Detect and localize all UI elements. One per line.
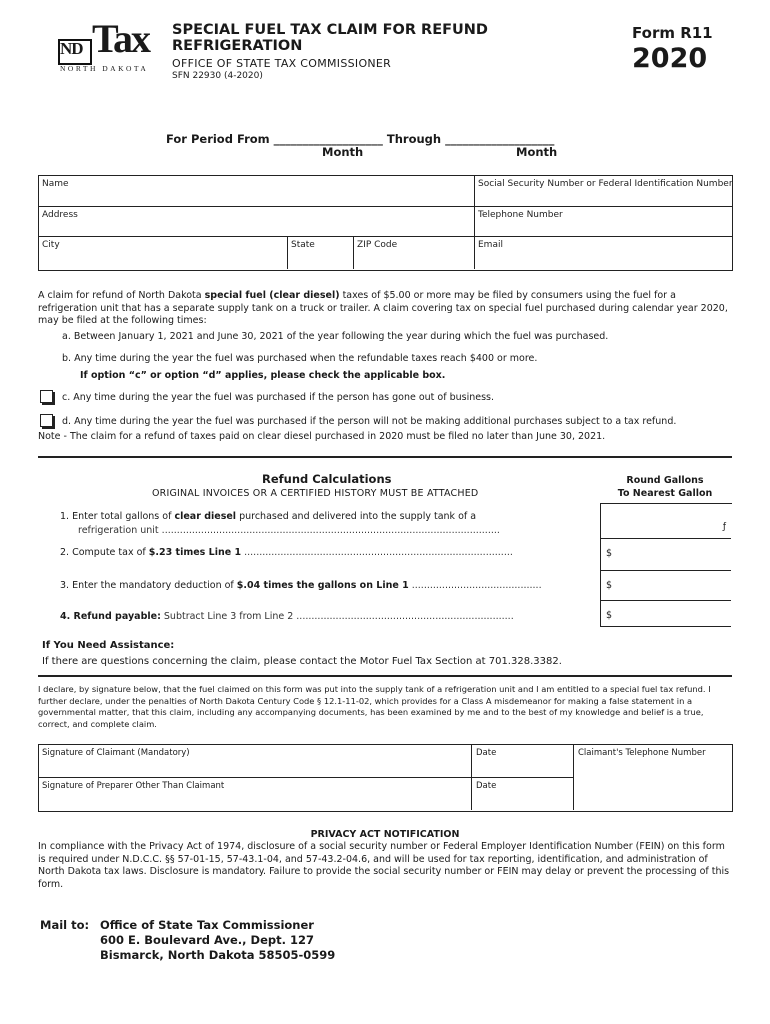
option-c: c. Any time during the year the fuel was purchased if the person has gone out of business. — [62, 392, 495, 403]
office-name: OFFICE OF STATE TAX COMMISSIONER — [172, 57, 392, 70]
refund-calculations-subtitle: ORIGINAL INVOICES OR A CERTIFIED HISTORY MUST BE ATTACHED — [152, 488, 479, 499]
telephone-field[interactable]: Telephone Number — [478, 210, 563, 220]
intro-paragraph — [38, 290, 728, 328]
line3-pre: 3. Enter the mandatory deduction of — [60, 580, 237, 591]
divider — [573, 744, 574, 810]
claimant-telephone-field[interactable]: Claimant's Telephone Number — [578, 748, 706, 758]
mail-to-label: Mail to: — [40, 918, 90, 932]
form-title-line1: SPECIAL FUEL TAX CLAIM FOR REFUND — [172, 22, 488, 38]
line3-bold: $.04 times the gallons on Line 1 — [236, 580, 409, 591]
state-field[interactable]: State — [291, 240, 315, 250]
mail-address — [100, 918, 335, 963]
claimant-signature-field[interactable]: Signature of Claimant (Mandatory) — [42, 748, 190, 758]
privacy-text: In compliance with the Privacy Act of 1974, disclosure of a social security number or Federal Employer Identification Number (FEIN) on this form is required under N.D.C.C. §§ 57-01-15, 57-43.1-04, and 57-43.2-04.6, and will be used for tax reporting, identification, and administration of North Dakota tax laws. Disclosure is mandatory. Failure to provide the social security number or FEIN may delay or prevent the processing of this form. — [38, 841, 730, 890]
mail-line3: Bismarck, North Dakota 58505-0599 — [100, 948, 336, 962]
assistance-title: If You Need Assistance: — [42, 640, 175, 651]
logo-nd-text: ND — [60, 39, 83, 58]
preparer-date-field[interactable]: Date — [476, 781, 497, 791]
intro-pre: A claim for refund of North Dakota — [38, 290, 205, 301]
round-gallons-header — [600, 474, 730, 500]
line4-label — [60, 611, 590, 622]
period-from-through[interactable]: For Period From ___________________ Through ___________________ — [166, 132, 555, 146]
zip-field[interactable]: ZIP Code — [357, 240, 398, 250]
divider — [471, 744, 472, 810]
logo-state-text: NORTH DAKOTA — [60, 64, 149, 73]
claimant-date-field[interactable]: Date — [476, 748, 497, 758]
divider — [600, 538, 731, 539]
email-field[interactable]: Email — [478, 240, 503, 250]
line1-post: purchased and delivered into the supply tank of a — [236, 511, 477, 522]
period-month-through-label: Month — [516, 145, 558, 159]
divider — [474, 175, 475, 269]
preparer-signature-field[interactable]: Signature of Preparer Other Than Claimant — [42, 781, 225, 791]
line2-bold: $.23 times Line 1 — [148, 547, 242, 558]
mail-line2: 600 E. Boulevard Ave., Dept. 127 — [100, 933, 314, 947]
line4-post: Subtract Line 3 from Line 2 ........................................................................ — [160, 611, 514, 622]
option-d: d. Any time during the year the fuel was purchased if the person will not be making additional purchases subject to a tax refund. — [62, 416, 677, 427]
intro-bold: special fuel (clear diesel) — [204, 290, 340, 301]
form-year: 2020 — [632, 43, 708, 74]
form-title — [172, 22, 532, 54]
declaration-text: I declare, by signature below, that the fuel claimed on this form was put into the supply tank of a refrigeration unit and I am entitled to a special fuel tax refund. I further declare, under the penalties of North Dakota Century Code § 12.1-11-02, which provides for a Class A misdemeanor for making a false statement in a governmental matter, that this claim, including any accompanying documents, has been examined by me and to the best of my knowledge and belief is a true, correct, and complete claim. — [38, 684, 711, 729]
divider — [38, 675, 732, 677]
form-title-line2: REFRIGERATION — [172, 38, 303, 54]
note-deadline: Note - The claim for a refund of taxes paid on clear diesel purchased in 2020 must be filed no later than June 30, 2021. — [38, 431, 606, 442]
line4-bold: 4. Refund payable: — [60, 611, 161, 622]
line4-dollar: $ — [606, 610, 613, 621]
line2-pre: 2. Compute tax of — [60, 547, 149, 558]
line1-pre: 1. Enter total gallons of — [60, 511, 175, 522]
line3-amount-input[interactable] — [602, 572, 728, 599]
option-note: If option “c” or option “d” applies, please check the applicable box. — [80, 370, 446, 381]
option-a: a. Between January 1, 2021 and June 30, 2021 of the year following the year during which the fuel was purchased. — [62, 331, 609, 342]
option-b: b. Any time during the year the fuel was purchased when the refundable taxes reach $400 or more. — [62, 353, 538, 364]
divider — [38, 456, 732, 458]
option-c-checkbox[interactable] — [40, 390, 53, 403]
round-gallons-header-1: Round Gallons — [626, 475, 704, 486]
option-d-checkbox[interactable] — [40, 414, 53, 427]
line1-bold: clear diesel — [174, 511, 237, 522]
line1-continued: refrigeration unit ................................................................................................................ — [78, 525, 500, 536]
round-gallons-header-2: To Nearest Gallon — [617, 488, 713, 499]
line3-dots: ........................................... — [408, 580, 542, 591]
divider — [38, 777, 573, 778]
assistance-text: If there are questions concerning the claim, please contact the Motor Fuel Tax Section at 701.328.3382. — [42, 656, 562, 667]
divider — [600, 600, 731, 601]
divider — [353, 236, 354, 269]
divider — [38, 206, 732, 207]
line2-dollar: $ — [606, 548, 613, 559]
intro-post: taxes of $5.00 or more may be filed by consumers using the fuel for a refrigeration unit that has a separate supply tank on a truck or trailer. A claim covering tax on special fuel purchased during calendar year 2020, may be filed at the following times: — [38, 290, 728, 326]
line1-label — [60, 511, 595, 522]
address-field[interactable]: Address — [42, 210, 78, 220]
line2-dots: ......................................................................................... — [241, 547, 513, 558]
ssn-field[interactable]: Social Security Number or Federal Identification Number — [478, 179, 733, 189]
divider — [38, 236, 732, 237]
divider — [287, 236, 288, 269]
divider — [600, 570, 731, 571]
refund-calculations-title: Refund Calculations — [262, 472, 392, 486]
line2-label — [60, 547, 590, 558]
line3-dollar: $ — [606, 580, 613, 591]
divider — [600, 626, 731, 627]
nd-tax-logo — [58, 16, 154, 73]
city-field[interactable]: City — [42, 240, 60, 250]
privacy-title: PRIVACY ACT NOTIFICATION — [310, 829, 460, 840]
line1-gallons-input[interactable] — [602, 505, 728, 537]
period-month-from-label: Month — [322, 145, 364, 159]
line2-amount-input[interactable] — [602, 540, 728, 569]
sfn-number: SFN 22930 (4-2020) — [172, 71, 263, 81]
form-number: Form R11 — [632, 24, 713, 42]
line3-label — [60, 580, 590, 591]
line1-unit: ƒ — [722, 522, 726, 532]
line4-amount-input[interactable] — [602, 602, 728, 625]
mail-line1: Office of State Tax Commissioner — [100, 918, 314, 932]
logo-tax-text: Tax — [92, 16, 150, 61]
name-field[interactable]: Name — [42, 179, 69, 189]
